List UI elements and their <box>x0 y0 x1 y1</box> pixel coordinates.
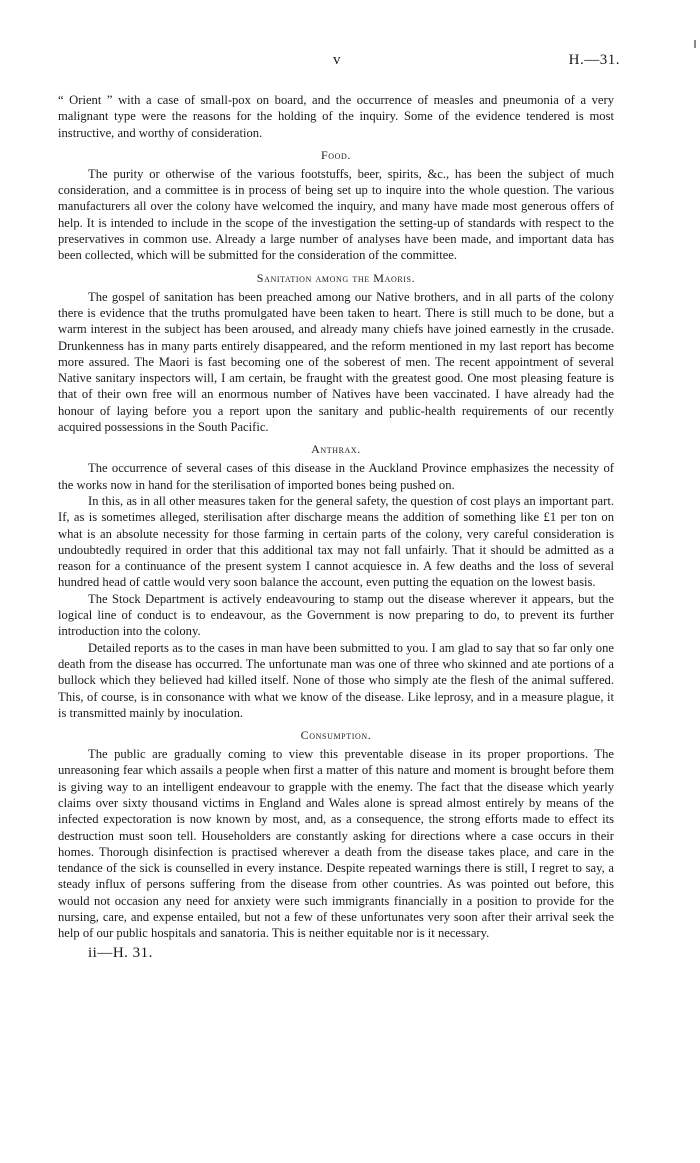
page-number: v <box>333 52 341 68</box>
footer-signature-ref: ii—H. 31. <box>88 944 153 961</box>
section-heading-consumption: Consumption. <box>300 728 372 743</box>
food-paragraph: The purity or otherwise of the various footstuffs, beer, spirits, &c., has been the subject of much consideration, and a committee is in process of being set up to inquire into the whole question. The various manufacturers all over the colony have welcomed the inquiry, and many have made most generous offers of help. It is intended to include in the scope of the investigation the setting-up of standards with respect to the preservatives in common use. Already a large number of analyses have been made, and important data has been collected, which will be submitted for the consideration of the committee. <box>58 166 614 263</box>
section-heading-anthrax: Anthrax. <box>311 442 361 457</box>
anthrax-paragraph-1: The occurrence of several cases of this disease in the Auckland Province emphasizes the necessity of the works now in hand for the sterilisation of imported bones being pushed on. <box>58 461 614 492</box>
anthrax-paragraph-2: In this, as in all other measures taken for the general safety, the question of cost plays an important part. If, as is sometimes alleged, sterilisation after discharge means the addition of something like £1 per ton on what is an absolute necessity for those farming in certain parts of the colony, very careful consideration is undoubtedly required in order that this additional tax may not fall unfairly. That it should be admitted as a reason for a continuance of the present system I cannot acquiesce in. A few deaths and the loss of several hundred head of cattle would very soon balance the account, even putting the equation on the lowest basis. <box>58 493 614 590</box>
section-heading-sanitation: Sanitation among the Maoris. <box>256 270 416 285</box>
consumption-paragraph: The public are gradually coming to view this preventable disease in its proper proportions. The unreasoning fear which assails a people when first a matter of this nature and moment is brought before them is giving way to an intelligent endeavour to grapple with the enemy. The fact that the disease which yearly claims over sixty thousand victims in England and Wales alone is spread almost entirely by means of the infected expectoration is now known by most, and, as a consequence, the strong efforts made to effect its destruction must soon tell. Householders are constantly asking for directions where a case occurs in their homes. Thorough disinfection is practised wherever a death from the disease takes place, and care in the tendance of the sick is counselled in every instance. Despite repeated warnings there is still, I regret to say, a steady influx of persons suffering from the disease from other countries. As was pointed out before, this would not occasion any need for anxiety were such immigrants financially in a position to provide for the nursing, care, and expense entailed, but not a few of these unfortunates very soon after their arrival seek the help of our public hospitals and sanatoria. This is neither equitable nor is it necessary. <box>58 747 614 941</box>
section-heading-food: Food. <box>320 147 351 162</box>
anthrax-paragraph-4: Detailed reports as to the cases in man have been submitted to you. I am glad to say that so far only one death from the disease has occurred. The unfortunate man was one of three who skinned and ate portions of a bullock which they believed had killed itself. None of those who simply ate the flesh of the animal suffered. This, of course, is in consonance with what we know of the disease. Like leprosy, and in a measure plague, it is transmitted mainly by inoculation. <box>58 640 614 720</box>
anthrax-paragraph-3: The Stock Department is actively endeavouring to stamp out the disease wherever it appears, but the logical line of conduct is to endeavour, as the Government is now preparing to do, to prevent its further introduction into the colony. <box>58 591 614 639</box>
page-header <box>0 52 700 74</box>
sanitation-paragraph: The gospel of sanitation has been preached among our Native brothers, and in all parts of the colony there is evidence that the truths promulgated have been taken to heart. There is still much to be done, but a warm interest in the subject has been aroused, and already many chiefs have joined earnestly in the crusade. Drunkenness has in many parts entirely disappeared, and the reform mentioned in my last report has become more assured. The Maori is fast becoming one of the soberest of men. The recent appointment of several Native sanitary inspectors will, I am certain, be fraught with the greatest good. One most pleasing feature is that of their own free will an enormous number of Natives have been vaccinated. I have already had the honour of laying before you a report upon the sanitary and public-health requirements of our recently acquired possessions in the South Pacific. <box>58 289 614 435</box>
intro-paragraph: “ Orient ” with a case of small-pox on board, and the occurrence of measles and pneumonia of a very malignant type were the reasons for the holding of the inquiry. Some of the evidence tendered is most instructive, and worthy of consideration. <box>58 93 614 140</box>
paper-reference: H.—31. <box>568 52 620 68</box>
page-edge-mark <box>694 40 696 48</box>
document-body <box>58 92 614 962</box>
